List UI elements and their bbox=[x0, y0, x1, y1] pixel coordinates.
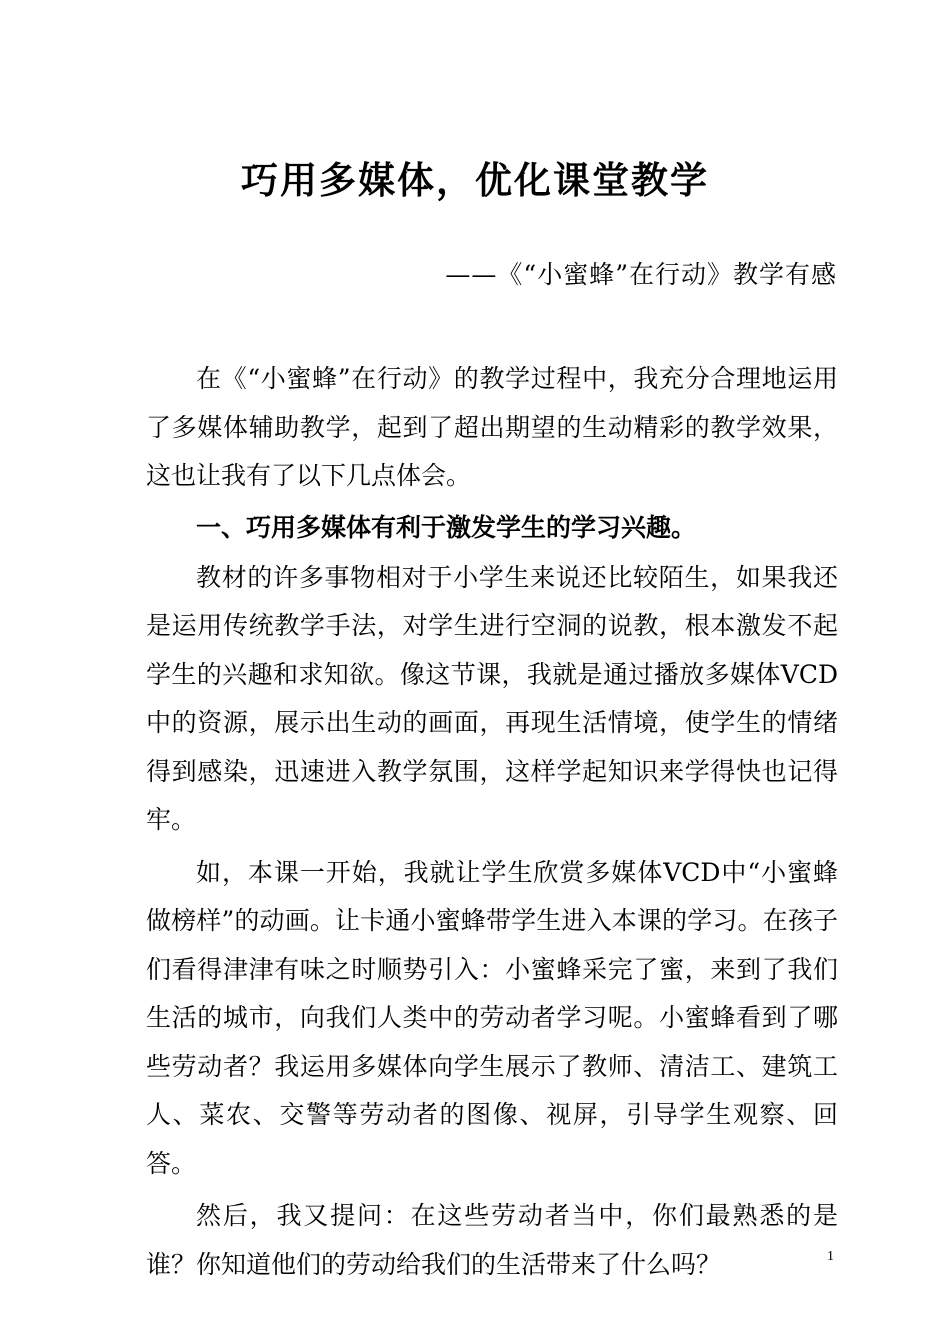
body-paragraph: 如，本课一开始，我就让学生欣赏多媒体VCD中“小蜜蜂做榜样”的动画。让卡通小蜜蜂带学生进入本课的学习。在孩子们看得津津有味之时顺势引入：小蜜蜂采完了蜜，来到了我们生活的城市，向我们人类中的劳动者学习呢。小蜜蜂看到了哪些劳动者？我运用多媒体向学生展示了教师、清洁工、建筑工人、菜农、交警等劳动者的图像、视屏，引导学生观察、回答。 bbox=[146, 857, 838, 1178]
page-number: 1 bbox=[827, 1249, 834, 1264]
document-subtitle: ——《“小蜜蜂”在行动》教学有感 bbox=[445, 260, 837, 289]
body-paragraph: 教材的许多事物相对于小学生来说还比较陌生，如果我还是运用传统教学手法，对学生进行空洞的说教，根本激发不起学生的兴趣和求知欲。像这节课，我就是通过播放多媒体VCD中的资源，展示出生动的画面，再现生活情境，使学生的情绪得到感染，迅速进入教学氛围，这样学起知识来学得快也记得牢。 bbox=[146, 562, 838, 834]
document-body bbox=[146, 355, 838, 1289]
body-paragraph: 然后，我又提问：在这些劳动者当中，你们最熟悉的是谁？你知道他们的劳动给我们的生活带来了什么吗？ bbox=[146, 1201, 838, 1279]
section-heading: 一、巧用多媒体有利于激发学生的学习兴趣。 bbox=[196, 512, 697, 542]
document-title: 巧用多媒体，优化课堂教学 bbox=[241, 159, 709, 202]
intro-paragraph: 在《“小蜜蜂”在行动》的教学过程中，我充分合理地运用了多媒体辅助教学，起到了超出期望的生动精彩的教学效果，这也让我有了以下几点体会。 bbox=[146, 364, 838, 490]
